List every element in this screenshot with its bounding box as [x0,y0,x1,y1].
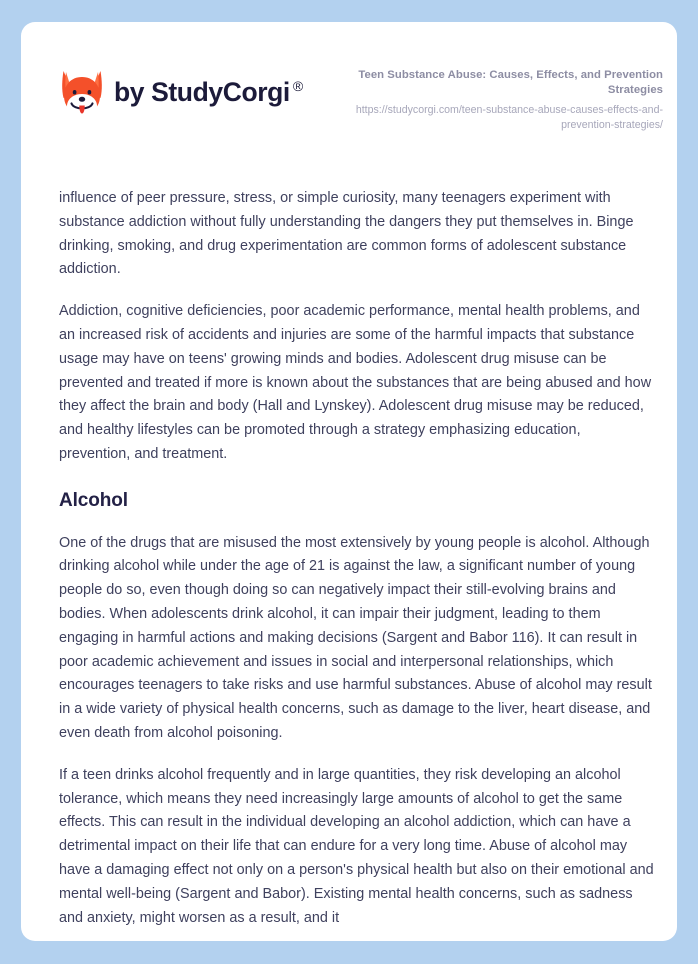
registered-trademark-icon: ® [292,77,303,94]
paragraph-alcohol-tolerance: If a teen drinks alcohol frequently and in large quantities, they risk developing an alcohol tolerance, which means they need increasingly large amounts of alcohol to get the same effects. This can result in the individual developing an alcohol addiction, which can have a detrimental impact on their life that can endure for a very long time. Abuse of alcohol may have a damaging effect not only on a person's physical health but also on their emotional and mental well-being (Sargent and Babor). Existing mental health concerns, such as sadness and anxiety, might worsen as a result, and it [59,766,654,926]
document-title: Teen Substance Abuse: Causes, Effects, and Prevention Strategies [358,69,663,97]
corgi-mascot-icon [59,68,105,116]
paragraph-intro-continued: influence of peer pressure, stress, or simple curiosity, many teenagers experiment with substance addiction without fully understanding the dangers they put themselves in. Binge drinking, smoking, and drug experimentation are common forms of adolescent substance addiction. [59,190,634,278]
document-source-url[interactable]: https://studycorgi.com/teen-substance-abuse-causes-effects-and-prevention-strategies/ [355,103,663,131]
paragraph-harmful-impacts: Addiction, cognitive deficiencies, poor academic performance, mental health problems, and an increased risk of accidents and injuries are some of the harmful impacts that substance usage may have on teens' growing minds and bodies. Adolescent drug misuse can be prevented and treated if more is known about the substances that are being abused and how they affect the brain and body (Hall and Lynskey). Adolescent drug misuse may be reduced, and healthy lifestyles can be promoted through a strategy emphasizing education, prevention, and treatment. [59,303,652,462]
document-page-card [21,22,677,941]
document-source-info [318,66,663,132]
studycorgi-branding [59,68,303,116]
brand-wordmark [114,76,303,107]
document-body [59,187,655,930]
brand-wordmark-text: by StudyCorgi [114,76,290,107]
paragraph-alcohol-overview: One of the drugs that are misused the most extensively by young people is alcohol. Although drinking alcohol while under the age of 21 is against the law, a significant number of young people do so, even though doing so can negatively impact their still-evolving brains and bodies. When adolescents drink alcohol, it can impair their judgment, leading to them engaging in harmful actions and making decisions (Sargent and Babor 116). It can result in poor academic achievement and issues in social and interpersonal relationships, which encourages teenagers to take risks and use harmful substances. Abuse of alcohol may result in a wide variety of physical health concerns, such as damage to the liver, heart disease, and even death from alcohol poisoning. [59,534,652,741]
document-header [21,22,677,150]
section-heading-alcohol: Alcohol [59,489,128,511]
